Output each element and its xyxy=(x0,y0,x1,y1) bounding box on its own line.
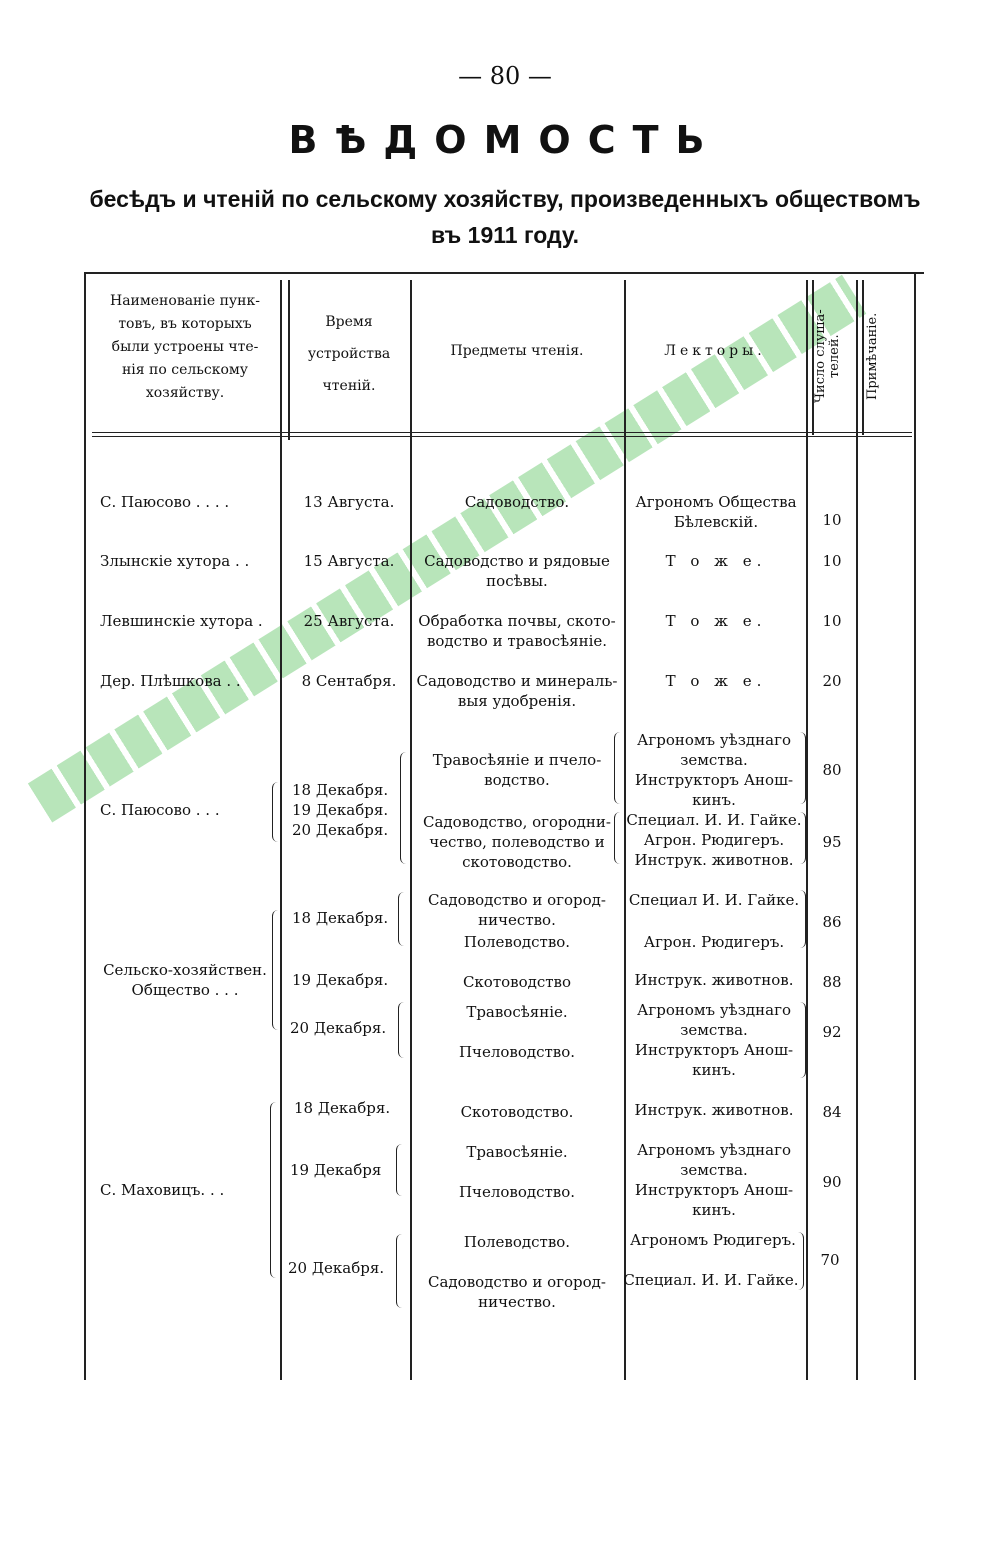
subtitle-line-1: бесѣдъ и чтеній по сельскому хозяйству, произведенныхъ обществомъ xyxy=(89,186,921,212)
page-title: ВѢДОМОСТЬ xyxy=(288,118,722,162)
header-subjects: Предметы чтенія. xyxy=(450,343,584,359)
header-time: Время устройства чтеній. xyxy=(307,314,391,394)
header-note: Примѣчаніе. xyxy=(865,312,880,400)
header-listeners: Число слуша- телей. xyxy=(813,309,842,403)
page-number: — 80 — xyxy=(458,62,552,90)
header-lectors: Лекторы. xyxy=(664,343,766,359)
subtitle-line-2: въ 1911 году. xyxy=(430,222,580,248)
header-place: Наименованіе пунк- товъ, въ которыхъ были устроены чте- нія по сельскому хозяйству. xyxy=(110,293,260,401)
